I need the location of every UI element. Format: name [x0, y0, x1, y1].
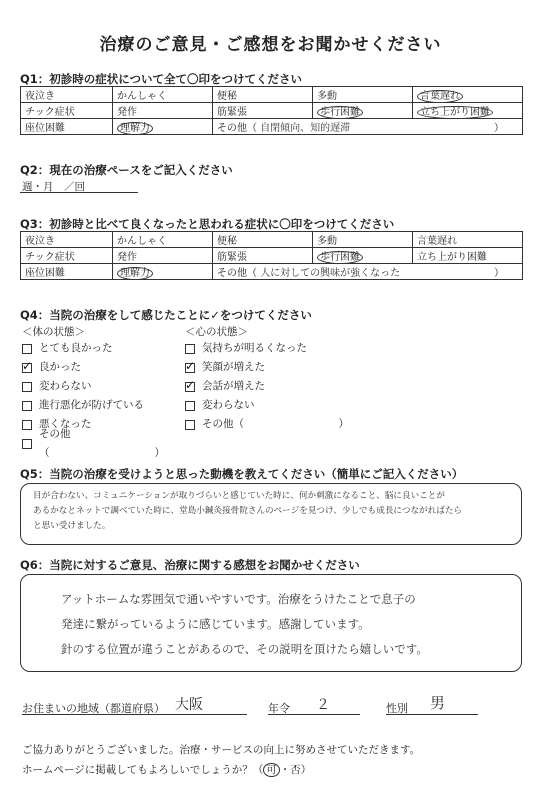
answer-line: 目が合わない、コミュニケーションが取りづらいと感じていた時に、何か刺激になること、脳に良いことが — [33, 491, 445, 501]
symptom-cell[interactable] — [413, 87, 523, 103]
age-label: 年令 — [268, 702, 290, 715]
pace-underline — [20, 192, 138, 193]
other-handwritten: 人に対しての興味が強くなった — [260, 268, 401, 279]
q6-heading: Q6：当院に対するご意見、治療に関する感想をお聞かせください — [20, 558, 360, 572]
q3-symptom-table — [20, 231, 523, 280]
symptom-cell[interactable]: かんしゃく — [113, 87, 213, 103]
list-item[interactable] — [185, 339, 385, 358]
symptom-cell[interactable]: 発作 — [113, 248, 213, 264]
item-label: 気持ちが明るくなった — [202, 342, 307, 354]
body-state-list — [22, 339, 182, 459]
circled-symptom: 理解力 — [117, 122, 153, 135]
list-item[interactable] — [22, 427, 182, 459]
item-label: 会話が増えた — [202, 380, 265, 392]
table-row — [21, 264, 523, 280]
list-item[interactable] — [22, 339, 182, 358]
item-label: 悪くなった — [39, 418, 92, 430]
item-label: 進行悪化が防げている — [39, 399, 144, 411]
symptom-cell[interactable]: チック症状 — [21, 103, 113, 119]
symptom-cell[interactable]: 便秘 — [213, 232, 313, 248]
permission-question — [22, 762, 311, 777]
mind-state-list — [185, 339, 385, 434]
mind-state-label: ＜心の状態＞ — [185, 326, 248, 338]
symptom-cell[interactable] — [413, 103, 523, 119]
symptom-cell[interactable]: チック症状 — [21, 248, 113, 264]
symptom-cell[interactable]: 言葉遅れ — [413, 232, 523, 248]
close-paren: ） — [494, 123, 504, 134]
checkbox[interactable] — [22, 401, 32, 411]
list-item[interactable] — [185, 396, 385, 415]
body-state-label: ＜体の状態＞ — [22, 326, 85, 338]
checkbox[interactable] — [185, 382, 195, 392]
region-label: お住まいの地域（都道府県） — [22, 702, 165, 715]
symptom-cell[interactable]: かんしゃく — [113, 232, 213, 248]
permission-text: ホームページに掲載してもよろしいでしょうか？（ — [22, 764, 264, 776]
checkbox[interactable] — [185, 363, 195, 373]
list-item[interactable] — [22, 377, 182, 396]
permit-no-option[interactable]: ・否） — [279, 764, 312, 776]
region-value[interactable]: 大阪 — [175, 697, 203, 713]
table-row — [21, 248, 523, 264]
circled-symptom: 歩行困難 — [317, 251, 363, 264]
symptom-cell[interactable]: 夜泣き — [21, 87, 113, 103]
item-label: 良かった — [39, 361, 81, 373]
answer-line: 針のする位置が違うことがあるので、その説明を頂けたら嬉しいです。 — [61, 642, 428, 656]
checkbox[interactable] — [185, 344, 195, 354]
table-row — [21, 103, 523, 119]
q5-answer-box[interactable] — [20, 483, 522, 545]
symptom-cell[interactable]: 発作 — [113, 103, 213, 119]
item-label: その他（ ） — [39, 427, 165, 459]
permit-yes-option[interactable]: 可 — [263, 763, 280, 777]
answer-line: 発達に繋がっているように感じています。感謝しています。 — [61, 617, 370, 631]
checkbox[interactable] — [22, 439, 32, 449]
other-label: その他（ — [217, 123, 257, 134]
circled-symptom: 歩行困難 — [317, 106, 363, 119]
q6-answer-box[interactable] — [20, 574, 522, 672]
thanks-text: ご協力ありがとうございました。治療・サービスの向上に努めさせていただきます。 — [22, 744, 421, 756]
checkbox[interactable] — [185, 420, 195, 430]
gender-underline — [386, 714, 478, 715]
q5-heading: Q5：当院の治療を受けようと思った動機を教えてください（簡単にご記入ください） — [20, 467, 464, 481]
table-row — [21, 87, 523, 103]
q3-heading: Q3：初診時と比べて良くなったと思われる症状に〇印をつけてください — [20, 217, 395, 231]
symptom-cell[interactable]: 筋緊張 — [213, 248, 313, 264]
item-label: その他（ ） — [202, 418, 349, 430]
list-item[interactable] — [185, 377, 385, 396]
table-row — [21, 232, 523, 248]
item-label: 変わらない — [202, 399, 255, 411]
symptom-cell[interactable]: 立ち上がり困難 — [413, 248, 523, 264]
circled-symptom: 理解力 — [117, 267, 153, 280]
item-label: 変わらない — [39, 380, 92, 392]
q1-heading: Q1：初診時の症状について全て〇印をつけてください — [20, 72, 303, 86]
symptom-cell[interactable]: 座位困難 — [21, 119, 113, 135]
table-row — [21, 119, 523, 135]
symptom-cell[interactable]: 夜泣き — [21, 232, 113, 248]
symptom-cell[interactable]: 多動 — [313, 232, 413, 248]
other-cell[interactable] — [213, 119, 523, 135]
symptom-cell[interactable]: 座位困難 — [21, 264, 113, 280]
region-underline — [22, 714, 247, 715]
checkbox[interactable] — [22, 420, 32, 430]
symptom-cell[interactable]: 多動 — [313, 87, 413, 103]
symptom-cell[interactable] — [313, 248, 413, 264]
q4-heading: Q4：当院の治療をして感じたことに✓をつけてください — [20, 308, 312, 322]
circled-symptom: 立ち上がり困難 — [417, 106, 493, 119]
close-paren: ） — [494, 268, 504, 279]
symptom-cell[interactable] — [313, 103, 413, 119]
answer-line: アットホームな雰囲気で通いやすいです。治療をうけたことで息子の — [61, 592, 416, 606]
pace-value[interactable]: 週・月 ／回 — [22, 181, 85, 193]
answer-line: あるかなとネットで調べていた時に、堂島小鍼灸接骨院さんのページを見つけ、少しでも成長につながればたら — [33, 506, 463, 516]
gender-value[interactable]: 男 — [430, 694, 446, 712]
answer-line: と思い受けました。 — [33, 521, 111, 531]
symptom-cell[interactable] — [113, 119, 213, 135]
circled-symptom: 言葉遅れ — [417, 90, 463, 103]
q1-symptom-table — [20, 86, 523, 135]
item-label: 笑顔が増えた — [202, 361, 265, 373]
checkbox[interactable] — [185, 401, 195, 411]
checkbox[interactable] — [22, 344, 32, 354]
list-item[interactable] — [22, 358, 182, 377]
list-item[interactable] — [185, 415, 385, 434]
symptom-cell[interactable] — [113, 264, 213, 280]
symptom-cell[interactable]: 筋緊張 — [213, 103, 313, 119]
page-title: 治療のご意見・ご感想をお聞かせください — [99, 35, 442, 55]
list-item[interactable] — [22, 396, 182, 415]
q2-heading: Q2：現在の治療ペースをご記入ください — [20, 163, 233, 177]
item-label: とても良かった — [39, 342, 113, 354]
other-label: その他（ — [217, 268, 257, 279]
other-handwritten: 自閉傾向、知的遅滞 — [260, 123, 351, 134]
symptom-cell[interactable]: 便秘 — [213, 87, 313, 103]
list-item[interactable] — [185, 358, 385, 377]
age-value[interactable]: ２ — [316, 697, 330, 713]
other-cell[interactable] — [213, 264, 523, 280]
age-underline — [268, 714, 360, 715]
checkbox[interactable] — [22, 382, 32, 392]
gender-label: 性別 — [386, 702, 408, 715]
checkbox[interactable] — [22, 363, 32, 373]
